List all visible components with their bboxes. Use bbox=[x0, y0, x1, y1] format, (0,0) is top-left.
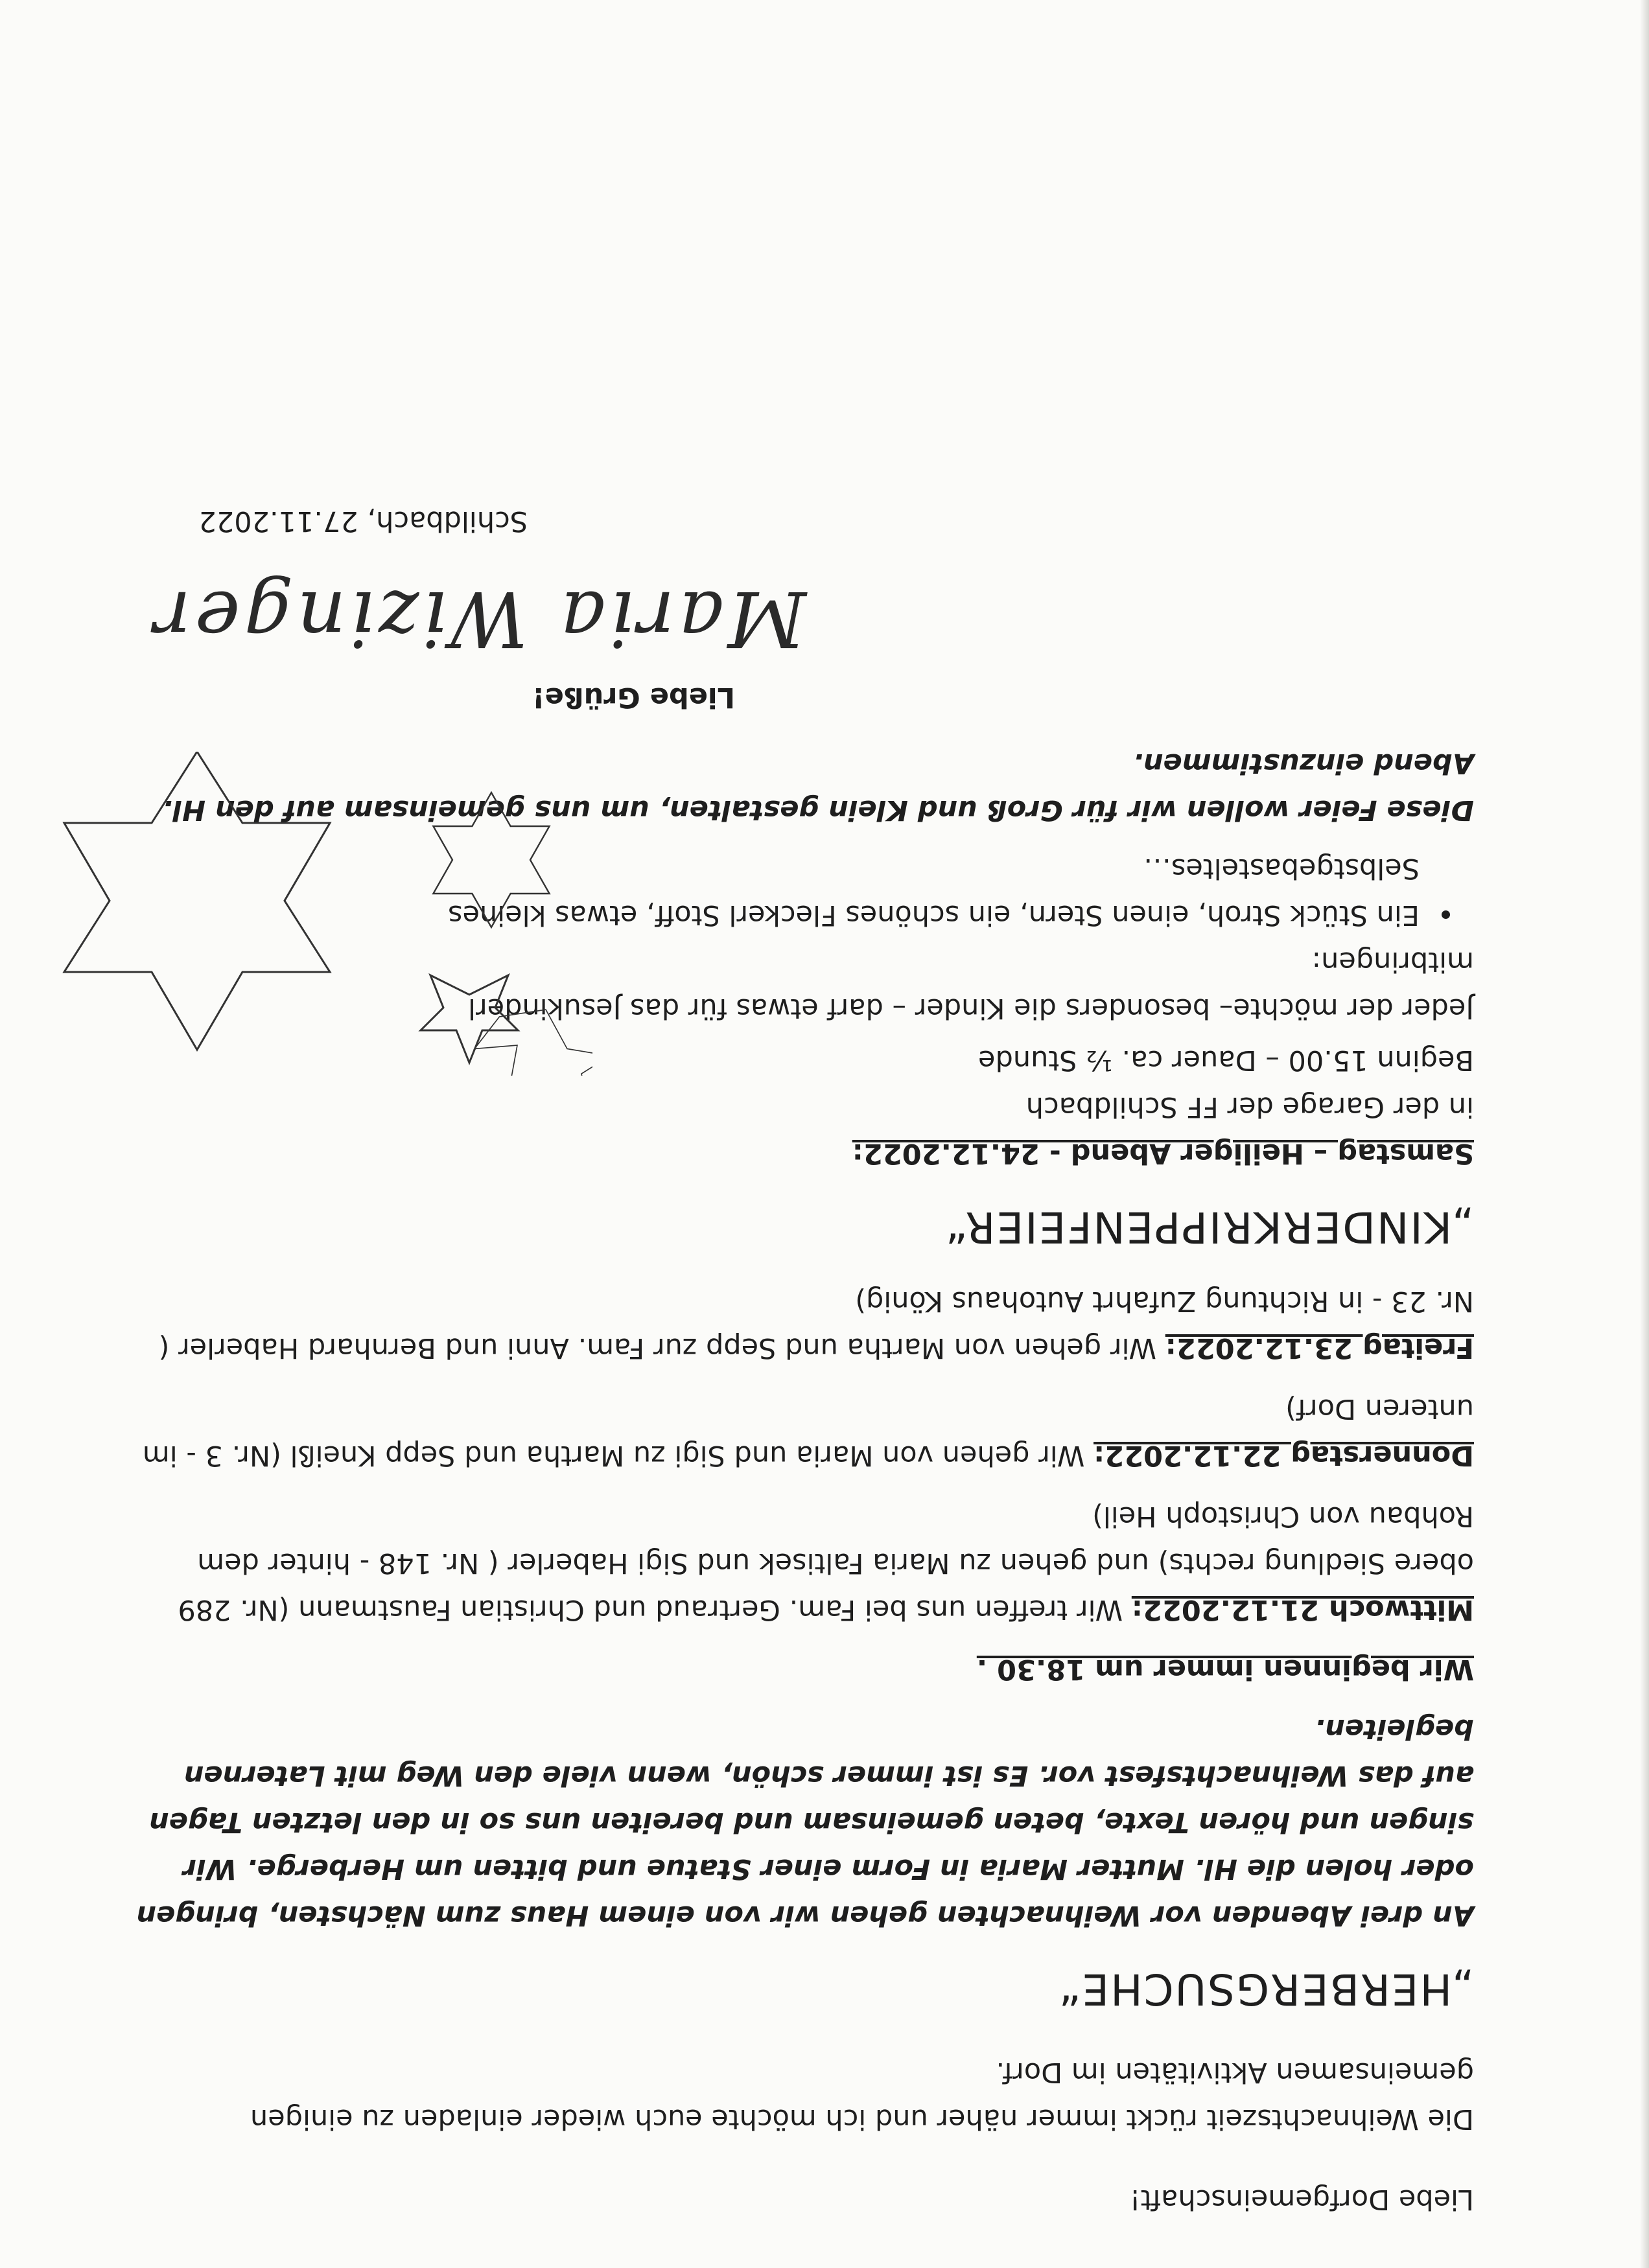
closing-paragraph: Diese Feier wollen wir für Groß und Klein gestalten, um uns gemeinsam auf den Hl. Abend einzustimmen. bbox=[162, 747, 1474, 826]
greeting: Liebe Dorfgemeinschaft! bbox=[1129, 2183, 1474, 2216]
list-item: • Ein Stück Stroh, einen Stern, ein schönes Fleckerl Stoff, etwas kleines Selbstgebasteltes… bbox=[357, 845, 1429, 938]
scan-edge-shadow bbox=[1640, 0, 1649, 2268]
intro-paragraph: Die Weihnachtszeit rückt immer näher und ich möchte euch wieder einladen zu einigen gemeinsamen Aktivitäten im Dorf. bbox=[250, 2056, 1474, 2135]
event-location: in der Garage der FF Schildbach bbox=[1025, 1091, 1474, 1123]
place-and-date: Schildbach, 27.11.2022 bbox=[198, 505, 528, 537]
schedule-entry-friday bbox=[126, 1278, 1474, 1371]
entry-date: Mittwoch 21.12.2022: bbox=[1131, 1593, 1474, 1626]
entry-text: Wir gehen von Martha und Sepp zur Fam. Anni und Bernhard Haberler ( Nr. 23 - in Richtung Zufahrt Autohaus König) bbox=[158, 1285, 1474, 1364]
event-time: Beginn 15.00 – Dauer ca. ½ Stunde bbox=[978, 1044, 1474, 1076]
handwritten-signature: Maria Wizinger bbox=[150, 574, 806, 664]
schedule-entry-wednesday bbox=[126, 1493, 1474, 1633]
stars-decoration bbox=[35, 752, 592, 1076]
entry-date: Freitag 23.12.2022: bbox=[1165, 1332, 1474, 1364]
event-date-title: Samstag – Heiliger Abend - 24.12.2022: bbox=[852, 1137, 1474, 1170]
entry-date: Donnerstag 22.12.2022: bbox=[1093, 1439, 1474, 1472]
entry-text: Wir treffen uns bei Fam. Gertraud und Christian Faustmann (Nr. 289 obere Siedlung rechts) und gehen zu Maria Faltisek und Sigi Haberler ( Nr. 148 - hinter dem Rohbau von Christoph Heil) bbox=[178, 1500, 1474, 1626]
star-outline-icon bbox=[421, 975, 518, 1063]
heading-kinderkrippenfeier: „KINDERKRIPPENFEIER“ bbox=[944, 1202, 1474, 1252]
star-outline-icon bbox=[474, 1010, 592, 1076]
bring-along-note: Jeder der möchte– besonders die Kinder – darf etwas für das Jesukinderl mitbringen: bbox=[468, 945, 1474, 1024]
start-time-note: Wir beginnen immer um 18.30 . bbox=[976, 1653, 1474, 1685]
herbergsuche-description: An drei Abenden vor Weihnachten gehen wir von einem Haus zum Nächsten, bringen oder holen die Hl. Mutter Maria in Form einer Statue und bitten um Herberge. Wir singen und hören Texte, beten gemeinsam und bereiten uns so in den letzten Tagen auf das Weihnachtsfest vor. Es ist immer schön, wenn viele den Weg mit Laternen begleiten. bbox=[136, 1713, 1474, 1932]
heading-herbergsuche: „HERBERGSUCHE“ bbox=[1057, 1964, 1474, 2014]
entry-text: Wir gehen von Maria und Sigi zu Martha und Sepp Kneißl (Nr. 3 - im unteren Dorf) bbox=[142, 1393, 1474, 1472]
star-outline-icon bbox=[64, 752, 330, 1050]
regards: Liebe Grüße! bbox=[532, 681, 735, 713]
schedule-entry-thursday bbox=[126, 1385, 1474, 1479]
star-outline-icon bbox=[433, 793, 549, 927]
